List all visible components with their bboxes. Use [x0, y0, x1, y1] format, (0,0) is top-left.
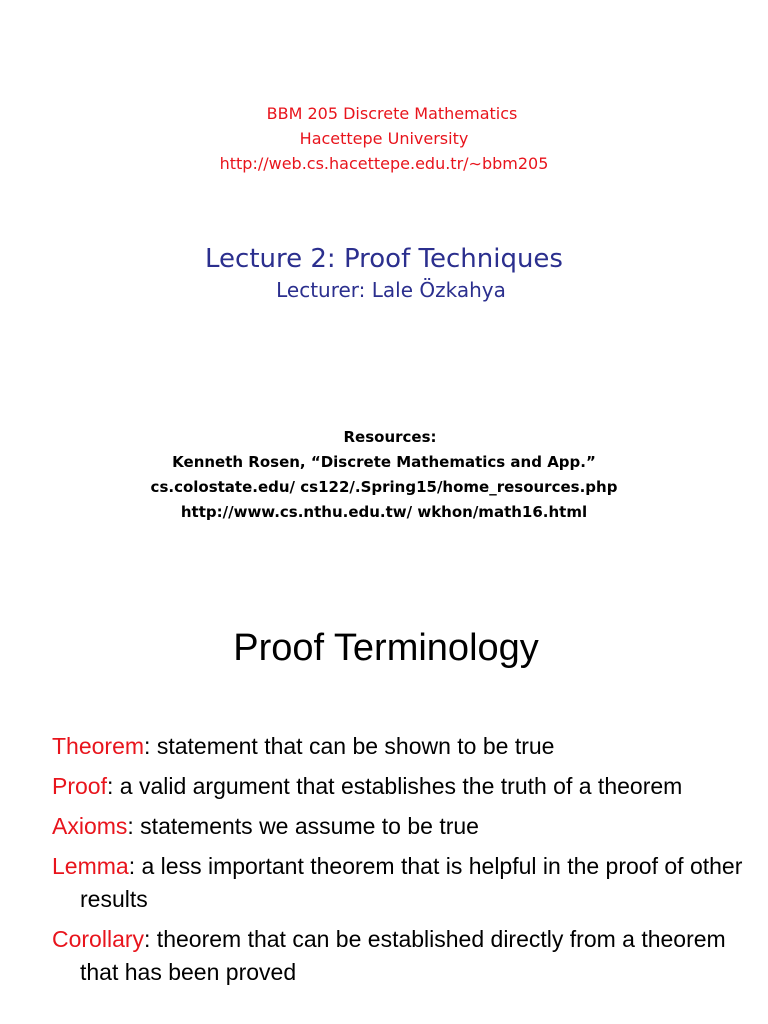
resource-item: Kenneth Rosen, “Discrete Mathematics and App.”	[172, 453, 596, 471]
resource-item: cs.colostate.edu/ cs122/.Spring15/home_resources.php	[150, 478, 618, 496]
term-definition: : theorem that can be established directly from a theorem that has been proved	[80, 926, 726, 985]
term-name: Axioms	[52, 813, 128, 839]
term-name: Proof	[52, 773, 107, 799]
term-definition: : statements we assume to be true	[127, 813, 479, 839]
content-slide	[0, 600, 768, 1024]
resource-item: http://www.cs.nthu.edu.tw/ wkhon/math16.html	[180, 503, 588, 521]
term-item-axioms	[52, 810, 752, 843]
terminology-list	[52, 730, 752, 996]
course-url: http://web.cs.hacettepe.edu.tr/∼bbm205	[219, 154, 549, 173]
lecture-title: Lecture 2: Proof Techniques	[205, 244, 563, 274]
term-definition: : a less important theorem that is helpful in the proof of other results	[80, 853, 743, 912]
lecturer-name: Lecturer: Lale Özkahya	[276, 278, 506, 302]
resources-heading: Resources:	[343, 428, 437, 446]
term-item-corollary	[52, 923, 752, 989]
term-item-proof	[52, 770, 752, 803]
course-info	[0, 101, 768, 176]
slide-title: Proof Terminology	[233, 627, 539, 669]
term-name: Theorem	[52, 733, 145, 759]
term-name: Corollary	[52, 926, 145, 952]
university-name: Hacettepe University	[299, 129, 469, 148]
term-item-lemma	[52, 850, 752, 916]
term-definition: : statement that can be shown to be true	[144, 733, 555, 759]
term-definition: : a valid argument that establishes the truth of a theorem	[106, 773, 683, 799]
term-item-theorem	[52, 730, 752, 763]
course-title: BBM 205 Discrete Mathematics	[266, 104, 518, 123]
lecture-info	[0, 241, 768, 303]
resources	[0, 425, 768, 525]
term-name: Lemma	[52, 853, 129, 879]
